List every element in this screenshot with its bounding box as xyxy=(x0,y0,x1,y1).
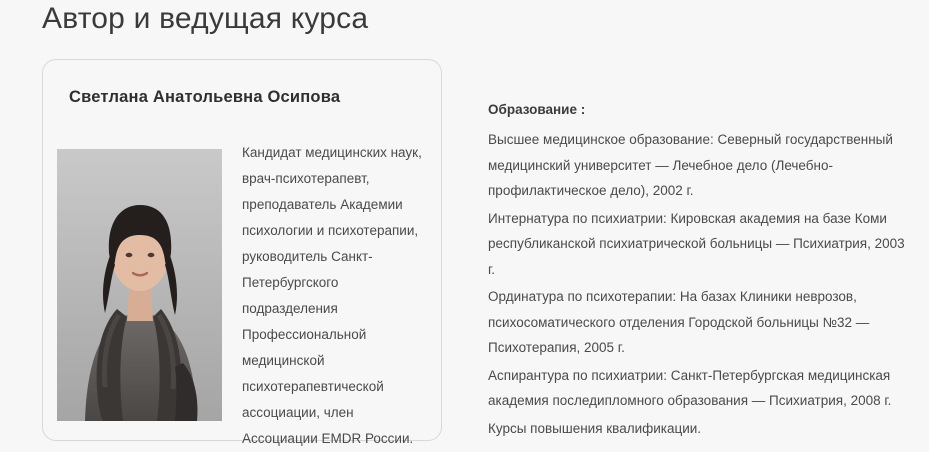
author-card xyxy=(42,59,442,446)
page-title: Автор и ведущая курса xyxy=(42,2,369,35)
education-item: Интернатура по психиатрии: Кировская академия на базе Коми республиканской психиатрической больницы — Психиатрия, 2003 г. xyxy=(488,210,905,277)
education-item: Курсы повышения квалификации. xyxy=(488,420,702,436)
education-item: Аспирантура по психиатрии: Санкт-Петербургская медицинская академия последипломного образования — Психиатрия, 2008 г. xyxy=(488,367,892,408)
education-item: Высшее медицинское образование: Северный государственный медицинский университет — Лечебное дело (Лечебно-профилактическое дело), 2002 г. xyxy=(488,132,893,198)
author-photo xyxy=(57,149,222,421)
education-block xyxy=(488,97,908,443)
education-heading: Образование : xyxy=(488,102,586,117)
author-bio: Кандидат медицинских наук, врач-психотерапевт, преподаватель Академии психологии и психотерапии, руководитель Санкт-Петербургского подразделения Профессиональной медицинской психотерапевтической ассоциации, член Ассоциации EMDR России. xyxy=(242,145,422,446)
education-item: Ординатура по психотерапии: На базах Клиники неврозов, психосоматического отделения Городской больницы №32 — Психотерапия, 2005 г. xyxy=(488,289,870,355)
author-name: Светлана Анатольевна Осипова xyxy=(69,88,341,106)
